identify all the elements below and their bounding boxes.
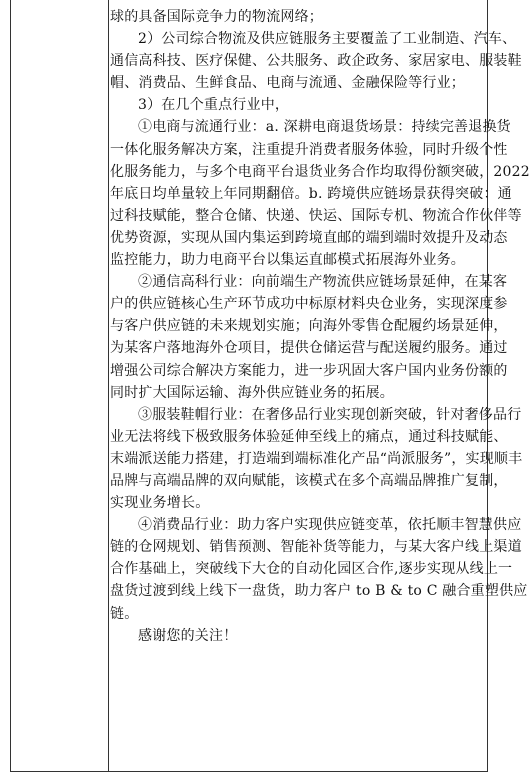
- text-line: 品牌与高端品牌的双向赋能，该模式在多个高端品牌推广复制，: [110, 472, 508, 489]
- text-line: 为某客户落地海外仓项目，提供仓储运营与配送履约服务。通过: [110, 340, 508, 357]
- table-left-column: [11, 0, 109, 771]
- text-line: 盘货过渡到线上线下一盘货，助力客户 to B & to C 融合重塑供应: [110, 583, 528, 600]
- text-line: 同时扩大国际运输、海外供应链业务的拓展。: [110, 384, 394, 401]
- text-line: 实现业务增长。: [110, 495, 210, 512]
- text-line: 化服务能力，与多个电商平台退货业务合作均取得份额突破，2022: [110, 163, 530, 180]
- text-line: 合作基础上，突破线下大仓的自动化园区合作,逐步实现从线上一: [110, 561, 513, 578]
- text-line: 增强公司综合解决方案能力，进一步巩固大客户国内业务份额的: [110, 362, 508, 379]
- text-line: 2）公司综合物流及供应链服务主要覆盖了工业制造、汽车、: [138, 31, 517, 48]
- text-line: 3）在几个重点行业中，: [138, 97, 290, 114]
- text-line: ①电商与流通行业：a. 深耕电商退货场景：持续完善退换货: [138, 119, 511, 136]
- text-line: 末端派送能力搭建，打造端到端标准化产品“尚派服务”，实现顺丰: [110, 450, 523, 467]
- text-line: ②通信高科行业：向前端生产物流供应链场景延伸，在某客: [138, 274, 508, 291]
- text-line: 业无法将线下极致服务体验延伸至线上的痛点，通过科技赋能、: [110, 428, 508, 445]
- text-line: ④消费品行业：助力客户实现供应链变革，依托顺丰智慧供应: [138, 517, 522, 534]
- text-line: 年底日均单量较上年同期翻倍。b. 跨境供应链场景获得突破：通: [110, 185, 512, 202]
- text-line: 链的仓网规划、销售预测、智能补货等能力，与某大客户线上渠道: [110, 539, 522, 556]
- text-line: 过科技赋能，整合仓储、快递、快运、国际专机、物流合作伙伴等: [110, 207, 522, 224]
- body-text: [110, 6, 530, 647]
- text-line: 帽、消费品、生鲜食品、电商与流通、金融保险等行业；: [110, 75, 465, 92]
- text-line: 优势资源，实现从国内集运到跨境直邮的端到端时效提升及动态: [110, 229, 508, 246]
- text-line: 通信高科技、医疗保健、公共服务、政企政务、家居家电、服装鞋: [110, 53, 522, 70]
- text-line: 感谢您的关注！: [138, 627, 238, 644]
- text-line: ③服装鞋帽行业：在奢侈品行业实现创新突破，针对奢侈品行: [138, 406, 522, 423]
- text-line: 球的具备国际竞争力的物流网络；: [110, 9, 323, 25]
- text-line: 户的供应链核心生产环节成功中标原材料央仓业务，实现深度参: [110, 296, 508, 313]
- text-line: 监控能力，助力电商平台以集运直邮模式拓展海外业务。: [110, 252, 465, 269]
- text-line: 链。: [110, 605, 139, 622]
- text-line: 一体化服务解决方案，注重提升消费者服务体验，同时升级个性: [110, 141, 508, 158]
- text-line: 与客户供应链的未来规划实施；向海外零售仓配履约场景延伸，: [110, 318, 508, 335]
